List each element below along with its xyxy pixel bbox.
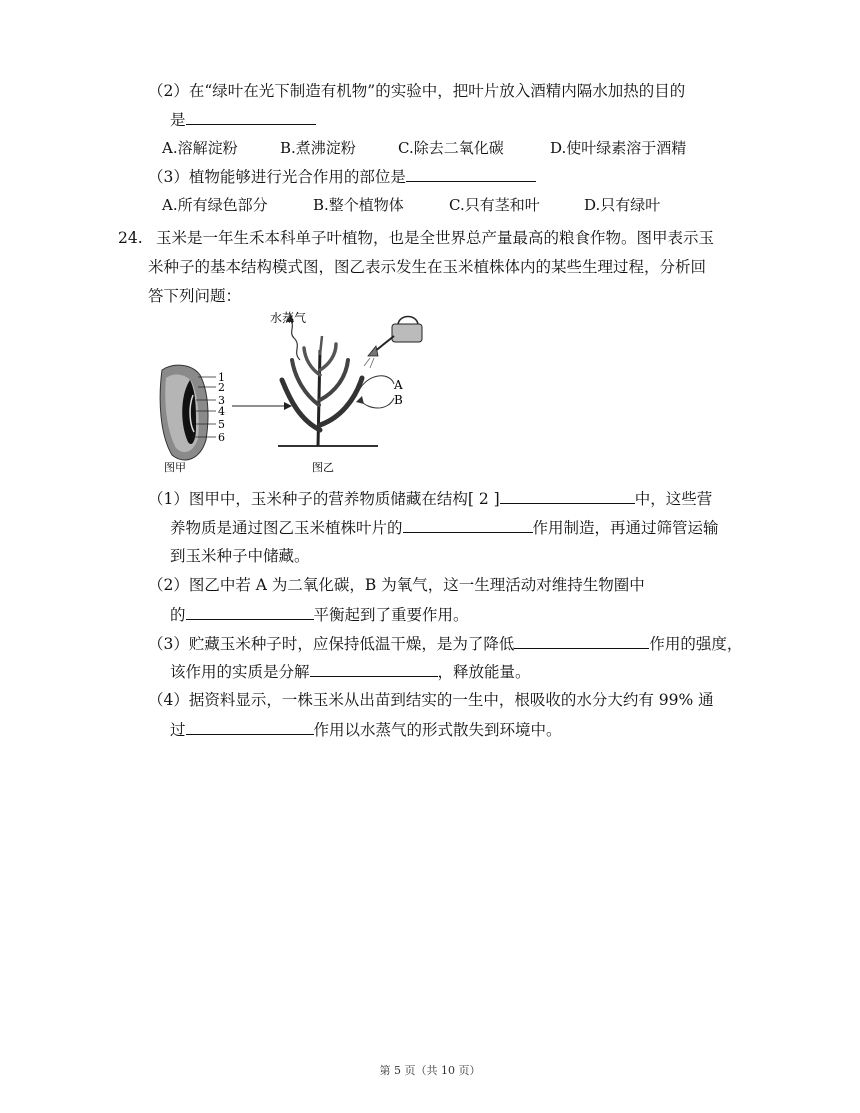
q24-s4-text-a: 过 [170,721,186,739]
q24-s3-line2-text-a: 该作用的实质是分解 [170,663,310,681]
seed-label-5: 5 [218,418,225,431]
q24-s1-line2-text-a: 养物质是通过图乙玉米植株叶片的 [170,519,403,537]
answer-blank[interactable] [514,632,649,649]
q24-s1-line2 [170,516,719,539]
q23-part3-option-b: B.整个植物体 [313,196,404,214]
answer-blank[interactable] [186,603,314,620]
q23-part2-option-d: D.使叶绿素溶于酒精 [550,139,687,157]
q23-part2-option-b: B.煮沸淀粉 [280,139,356,157]
corn-figure [150,300,440,475]
q23-part2-option-c: C.除去二氧化碳 [398,139,504,157]
q24-stem-line2: 米种子的基本结构模式图，图乙表示发生在玉米植株体内的某些生理过程，分析回 [148,258,707,276]
q24-s4-text-b: 作用以水蒸气的形式散失到环境中。 [313,721,562,739]
label-water-vapor: 水蒸气 [270,311,307,325]
answer-blank[interactable] [500,487,635,504]
page-footer: 第 5 页（共 10 页） [379,1064,481,1077]
q24-s1-text-a: （1）图甲中，玉米种子的营养物质储藏在结构[ 2 ] [148,490,500,508]
seed-label-3: 3 [218,394,225,407]
q23-part2-line1: （2）在“绿叶在光下制造有机物”的实验中，把叶片放入酒精内隔水加热的目的 [148,82,686,100]
q24-s2-line2 [170,603,469,626]
q23-part3-line [148,165,536,188]
watering-can-icon [364,317,422,369]
caption-jia: 图甲 [164,461,186,474]
q24-s3-line2 [170,660,531,683]
seed-label-1: 1 [218,371,225,384]
answer-blank[interactable] [186,108,316,125]
answer-blank[interactable] [310,660,438,677]
answer-blank[interactable] [186,718,314,735]
q23-part3-option-d: D.只有绿叶 [584,196,661,214]
q24-s1-text-b: 中，这些营 [634,490,713,508]
q23-part3-option-a: A.所有绿色部分 [162,196,268,214]
answer-blank[interactable] [403,516,533,533]
q23-part3-option-c: C.只有茎和叶 [449,196,540,214]
corn-plant-diagram [270,310,422,474]
q23-part3-text: （3）植物能够进行光合作用的部位是 [148,168,406,186]
q24-s2-text-a: 的 [170,606,186,624]
q24-s3-text-b: 作用的强度， [649,635,743,653]
q24-s2-text-b: 平衡起到了重要作用。 [313,606,469,624]
q24-number: 24. [118,229,143,247]
q24-s3-text-a: （3）贮藏玉米种子时，应保持低温干燥，是为了降低 [148,635,515,653]
q24-s3-line1 [148,632,742,655]
q24-s1-line1 [148,487,712,510]
seed-label-6: 6 [218,431,225,444]
q23-part2-line2 [170,108,316,131]
q24-stem-line1: 玉米是一年生禾本科单子叶植物，也是全世界总产量最高的粮食作物。图甲表示玉 [156,229,715,247]
q23-part2-option-a: A.溶解淀粉 [162,139,238,157]
q24-s1-line2-text-b: 作用制造，再通过筛管运输 [532,519,719,537]
label-b: B [394,393,403,407]
q24-s4-line1: （4）据资料显示，一株玉米从出苗到结实的一生中，根吸收的水分大约有 99% 通 [148,691,714,709]
q24-s4-line2 [170,718,562,741]
answer-blank[interactable] [406,165,536,182]
q24-s1-line3: 到玉米种子中储藏。 [170,547,310,565]
q24-s3-line2-text-b: ，释放能量。 [437,663,531,681]
q23-part2-prefix: 是 [170,111,186,129]
label-a: A [394,378,403,392]
corn-seed-diagram [160,365,225,474]
seed-label-4: 4 [218,405,225,418]
caption-yi: 图乙 [312,461,334,474]
seed-label-2: 2 [218,381,225,394]
q24-s2-line1: （2）图乙中若 A 为二氧化碳，B 为氧气，这一生理活动对维持生物圈中 [148,576,645,594]
q24-stem-line3: 答下列问题： [148,287,242,305]
